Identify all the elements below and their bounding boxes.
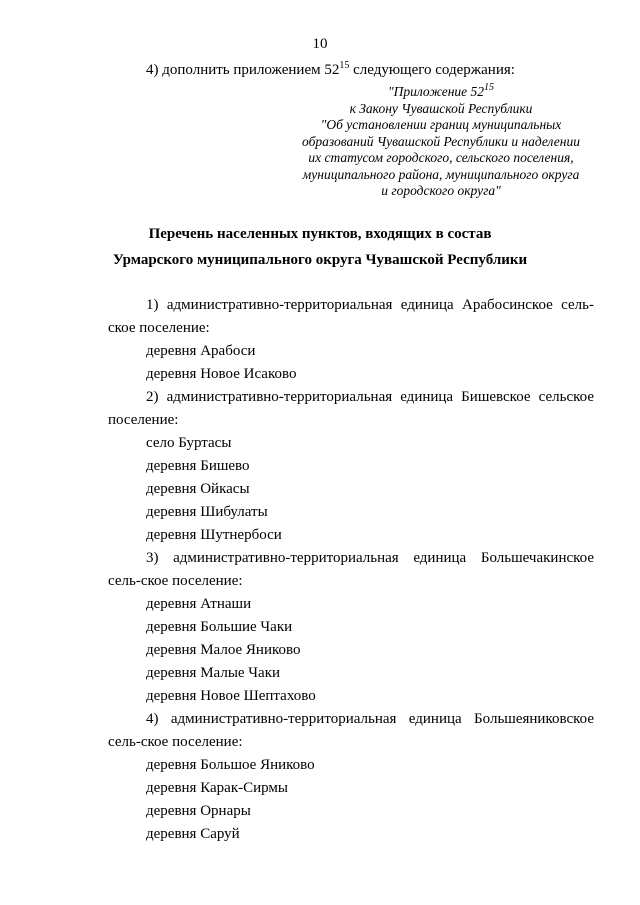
settlement-item: деревня Новое Шептахово <box>146 688 316 704</box>
settlement-item: село Буртасы <box>146 435 232 451</box>
settlement-item: деревня Большое Яниково <box>146 757 315 773</box>
settlement-item: деревня Бишево <box>146 458 250 474</box>
unit-heading: 3) административно-территориальная единица Большечакинское сель-ское поселение: <box>108 550 594 589</box>
settlement-item: деревня Шибулаты <box>146 504 268 520</box>
appendix-superscript: 15 <box>484 82 495 93</box>
unit-heading: 1) административно-территориальная единица Арабосинское сель-ское поселение: <box>108 297 594 336</box>
amendment-intro-tail: следующего содержания: <box>349 62 515 78</box>
appendix-header <box>290 84 592 200</box>
amendment-intro-text: 4) дополнить приложением 52 <box>146 62 340 78</box>
settlement-item: деревня Малое Яниково <box>146 642 301 658</box>
settlement-item: деревня Малые Чаки <box>146 665 281 681</box>
settlement-item: деревня Саруй <box>146 826 240 842</box>
appendix-line-2: к Закону Чувашской Республики <box>349 100 533 116</box>
document-title <box>0 221 640 273</box>
settlement-item: деревня Атнаши <box>146 596 252 612</box>
settlement-item: деревня Новое Исаково <box>146 366 297 382</box>
page-number: 10 <box>312 36 328 52</box>
appendix-line-4: образований Чувашской Республики и наделении <box>302 133 580 149</box>
appendix-line-7: и городского округа" <box>381 183 501 198</box>
appendix-line-6: муниципального района, муниципального округа <box>302 166 580 182</box>
title-line-2: Урмарского муниципального округа Чувашской Республики <box>112 252 528 268</box>
amendment-intro-superscript: 15 <box>339 60 350 71</box>
settlement-item: деревня Шутнербоси <box>146 527 282 543</box>
settlement-item: деревня Карак-Сирмы <box>146 780 288 796</box>
settlement-item: деревня Арабоси <box>146 343 256 359</box>
title-line-1: Перечень населенных пунктов, входящих в состав <box>148 226 492 242</box>
appendix-line-3: "Об установлении границ муниципальных <box>320 117 562 132</box>
appendix-title: "Приложение 52 <box>387 84 485 99</box>
appendix-line-5: их статусом городского, сельского поселения, <box>308 150 574 165</box>
amendment-intro <box>146 62 515 79</box>
settlement-item: деревня Ойкасы <box>146 481 250 497</box>
settlement-item: деревня Орнары <box>146 803 251 819</box>
settlement-list <box>108 294 594 846</box>
unit-heading: 2) административно-территориальная единица Бишевское сельское поселение: <box>108 389 594 428</box>
unit-heading: 4) административно-территориальная единица Большеяниковское сель-ское поселение: <box>108 711 594 750</box>
settlement-item: деревня Большие Чаки <box>146 619 293 635</box>
appendix-line-1 <box>290 84 592 101</box>
